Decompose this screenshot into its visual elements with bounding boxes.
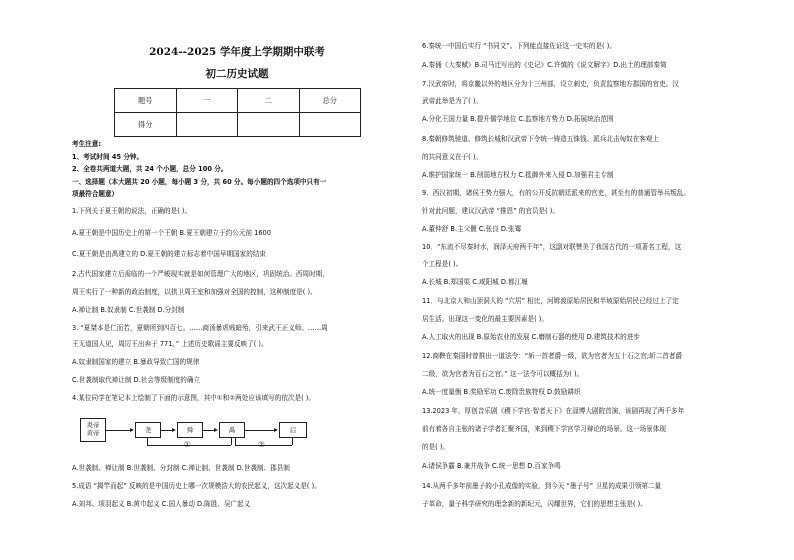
question-line: 4.某位同学在笔记本上绘制了下面的示意图，其中①和②两处应该填写的依次是( )。 bbox=[72, 394, 315, 402]
question-line: 的是( )。 bbox=[422, 443, 450, 451]
arrow-head bbox=[214, 428, 218, 432]
diagram-node-box: 启 bbox=[279, 422, 307, 438]
question-line: 7.汉武帝时，将京畿以外的地区分为十三州部，设立刺史，负责监察地方郡国的官吏。汉 bbox=[422, 80, 679, 88]
question-line: 3. “夏桀本是仁而若，夏朝所到四百七。……商汤暴虐贱暗殆，引来武王正义师。……周 bbox=[72, 324, 328, 332]
question-line: A.奴隶制国家的建立 B.暴政导致亡国的规律 bbox=[72, 358, 200, 366]
table-row bbox=[115, 89, 361, 113]
question-line: A.夏王朝是中国历史上的第一个王朝 B.夏王朝建立于约公元前 1600 bbox=[72, 229, 271, 237]
diagram-node-box: 尧 bbox=[135, 422, 161, 438]
table-cell: 二 bbox=[238, 89, 300, 113]
notice-item: 1、考试时间 45 分钟。 bbox=[72, 153, 144, 161]
question-line: 的共同意义在于( )。 bbox=[422, 153, 482, 161]
question-line: 6.秦统一中国后实行 “书同文”。下列能直接佐证这一史实的是( )。 bbox=[422, 42, 616, 50]
question-line: A.秦俑《大秦赋》B.司马迁写出的《史记》C.许慎的《说文解字》D.出土的理部秦简 bbox=[422, 61, 667, 69]
table-cell: 题号 bbox=[115, 89, 177, 113]
diagram-mark: ② bbox=[258, 440, 265, 449]
exam-subtitle: 初二历史试题 bbox=[205, 68, 269, 80]
arrow-head bbox=[172, 428, 176, 432]
question-line: 二级，欲为官者为百石之官。” 这一法令可以概括为( )。 bbox=[422, 370, 584, 378]
exam-title: 2024--2025 学年度上学期期中联考 bbox=[149, 46, 325, 58]
diagram-label: 黄帝 bbox=[86, 429, 100, 437]
diagram-label: 炎帝 bbox=[86, 421, 100, 429]
arrow-head bbox=[274, 428, 278, 432]
question-line: 14.从两千多年前墨子的小孔成像的实验，到今天 “墨子号” 卫星的成果引领第二量 bbox=[422, 482, 662, 490]
question-line: 13.2023 年，厚创音乐剧《稷下学宫·智者天下》在淄博大剧院首演，该剧再现了两千多年 bbox=[422, 407, 685, 415]
bracket-line bbox=[292, 437, 293, 445]
question-line: A.人工取火的出现 B.原始农业的发展 C.磨制石器的使用 D.建筑技术的进步 bbox=[422, 333, 640, 341]
bracket-line bbox=[231, 437, 232, 445]
table-cell: 总分 bbox=[299, 89, 361, 113]
arrow-line bbox=[106, 430, 132, 431]
question-line: 10．“东流不尽秦时水，润泽天府两千年”，这副对联赞美了我国古代的一项著名工程，这 bbox=[422, 243, 682, 251]
table-cell bbox=[299, 113, 361, 137]
question-line: 2.古代国家建立后需临的一个严峻现实就是如何管理广大的地区，巩固统治。西周时期， bbox=[72, 270, 329, 278]
diagram-start-box bbox=[80, 418, 106, 442]
question-line: A.长城 B.郑国渠 C.咸阳城 D.都江堰 bbox=[422, 278, 528, 286]
question-line: 居生活。出现这一变化的最主要因素是( )。 bbox=[422, 315, 548, 323]
question-line: 1.下列关于夏王朝的说法，正确的是( )。 bbox=[72, 207, 192, 215]
question-line: C.夏王朝是由禹建立的 D.夏王朝的建立标志着中国早期国家的结束 bbox=[72, 250, 266, 258]
table-cell: 得分 bbox=[115, 113, 177, 137]
section-heading-cont: 项最符合题意） bbox=[72, 190, 119, 198]
table-cell bbox=[176, 113, 238, 137]
question-line: 9．西汉初期，诸侯王势力强大，有的公开反抗朝廷派来的官吏，甚至有的普通管举兵叛乱。 bbox=[422, 189, 690, 197]
question-line: 5.成语 “揭竿而起” 反映的是中国历史上哪一次规模浩大的农民起义，这次起义是( )。 bbox=[72, 482, 321, 490]
question-line: 周王实行了一种新的政治制度，以拱卫周王室和加强对全国的控制，这种制度是( )。 bbox=[72, 288, 317, 296]
question-line: 王无道国人见，周厉王出奔于 771。” 上述历史歌谣主要反映了( )。 bbox=[72, 340, 268, 348]
question-line: A.诸侯争霸 B.兼并战争 C.统一思想 D.百家争鸣 bbox=[422, 462, 561, 470]
question-line: 8.秦朝修筑驰道、修筑长城和汉武帝下令统一铸造五铢钱、派兵北击匈奴在客观上 bbox=[422, 135, 660, 143]
question-line: 前有着各自主张的诸子学者汇聚齐国，来到稷下学宫学习辩论的场景。这一场景体现 bbox=[422, 425, 666, 433]
bracket-line bbox=[147, 437, 148, 445]
question-line: A.维护国家统一 B.削弱地方权力 C.抵御外来入侵 D.加强君主专制 bbox=[422, 171, 614, 179]
diagram-mark: ① bbox=[184, 440, 191, 449]
question-line: 子革命，量子科学研究的理念新的新纪元，闪耀世界，它们的思想主张是( )。 bbox=[422, 500, 647, 508]
question-line: C.世袭制取代禅让制 D.社会等级制度的确立 bbox=[72, 376, 201, 384]
diagram-node-box: 禹 bbox=[219, 422, 245, 438]
arrow-head bbox=[130, 428, 134, 432]
question-line: 个工程是( )。 bbox=[422, 260, 463, 268]
arrow-line bbox=[244, 430, 276, 431]
question-line: 针对此问题，建议汉武帝 “推恩” 的官员是( )。 bbox=[422, 207, 559, 215]
table-cell bbox=[238, 113, 300, 137]
question-line: A.刘邦、项羽起义 B.黄巾起义 C.国人暴动 D.陈胜、吴广起义 bbox=[72, 500, 251, 508]
bracket-line bbox=[235, 437, 236, 445]
diagram-node-box: 舜 bbox=[177, 422, 203, 438]
question-line: 11．与北京人和山顶洞人的 “穴居” 相比，河姆渡原始居民和半坡原始居民已经过上了定 bbox=[422, 297, 679, 305]
notice-item: 2、全卷共两道大题，共 24 个小题，总分 100 分。 bbox=[72, 165, 228, 173]
section-heading: 一、选择题（本大题共 20 小题，每小题 3 分，共 60 分。每小题的四个选项中只有一 bbox=[72, 178, 327, 186]
question-line: A.分化王国力量 B.提升儒学地位 C.监察地方势力 D.拓展统治范围 bbox=[422, 115, 614, 123]
question-line: A.统一度量衡 B.奖励军功 C.废除贵族特权 D.鼓励耕织 bbox=[422, 388, 581, 396]
question-line: 12.商鞅在秦国时曾推出一道法令：“斩一首者爵一级，欲为官者为五十石之官;斩二首者爵 bbox=[422, 352, 683, 360]
notice-heading: 考生注意: bbox=[72, 140, 102, 148]
table-cell: 一 bbox=[176, 89, 238, 113]
question-line: A.世袭制、禅让制 B.世袭制、分封制 C.禅让制、世袭制 D.世袭制、郡县制 bbox=[72, 464, 290, 472]
question-line: 武帝此举是为了( )。 bbox=[422, 97, 482, 105]
question-line: A.禅让制 B.奴隶制 C.世袭制 D.分封制 bbox=[72, 306, 185, 314]
table-row bbox=[115, 113, 361, 137]
score-table bbox=[114, 88, 361, 137]
question-line: A.董仲舒 B.主父偃 C.张良 D.张骞 bbox=[422, 225, 522, 233]
